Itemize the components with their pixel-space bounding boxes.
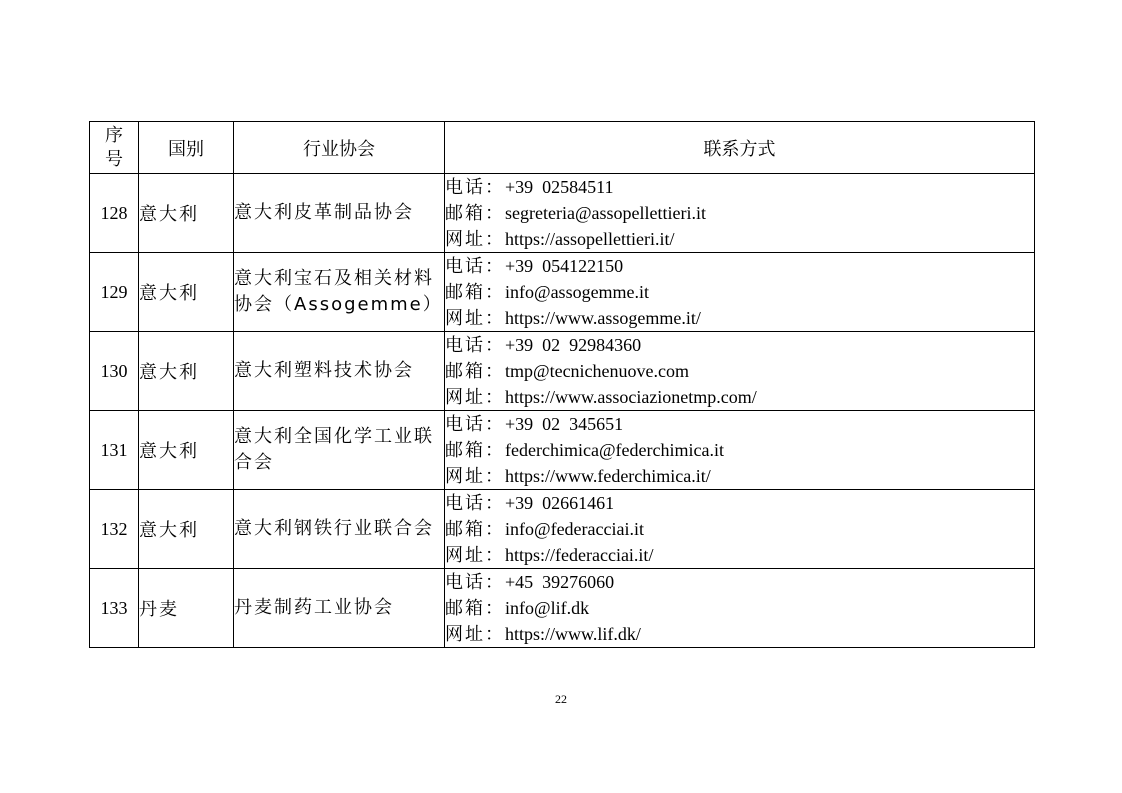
row-association: 意大利钢铁行业联合会 xyxy=(234,490,445,569)
header-contact: 联系方式 xyxy=(445,122,1035,174)
table-row xyxy=(90,411,1035,490)
email-line xyxy=(445,516,1034,542)
website-value[interactable]: https://www.lif.dk/ xyxy=(505,624,641,644)
phone-label: 电话： xyxy=(445,493,505,514)
table-row xyxy=(90,332,1035,411)
header-association: 行业协会 xyxy=(234,122,445,174)
website-line xyxy=(445,621,1034,647)
phone-label: 电话： xyxy=(445,177,505,198)
row-contact xyxy=(445,332,1035,411)
email-value[interactable]: tmp@tecnichenuove.com xyxy=(505,361,690,381)
row-country: 意大利 xyxy=(139,332,234,411)
website-line xyxy=(445,542,1034,568)
row-number: 133 xyxy=(90,569,139,648)
website-label: 网址： xyxy=(445,466,505,487)
phone-value: +39 02 92984360 xyxy=(505,335,642,355)
phone-value: +45 39276060 xyxy=(505,572,615,592)
email-label: 邮箱： xyxy=(445,440,505,461)
website-value[interactable]: https://www.associazionetmp.com/ xyxy=(505,387,757,407)
email-line xyxy=(445,279,1034,305)
table-header-row xyxy=(90,122,1035,174)
phone-line xyxy=(445,253,1034,279)
phone-line xyxy=(445,332,1034,358)
email-value[interactable]: info@lif.dk xyxy=(505,598,590,618)
phone-value: +39 02661461 xyxy=(505,493,615,513)
email-value[interactable]: segreteria@assopellettieri.it xyxy=(505,203,706,223)
phone-label: 电话： xyxy=(445,335,505,356)
website-value[interactable]: https://assopellettieri.it/ xyxy=(505,229,675,249)
row-country: 意大利 xyxy=(139,174,234,253)
phone-value: +39 02 345651 xyxy=(505,414,624,434)
table-row xyxy=(90,174,1035,253)
website-label: 网址： xyxy=(445,387,505,408)
website-label: 网址： xyxy=(445,545,505,566)
page-number: 22 xyxy=(555,692,567,706)
website-value[interactable]: https://www.federchimica.it/ xyxy=(505,466,711,486)
email-label: 邮箱： xyxy=(445,282,505,303)
phone-label: 电话： xyxy=(445,414,505,435)
email-value[interactable]: federchimica@federchimica.it xyxy=(505,440,724,460)
row-country: 意大利 xyxy=(139,490,234,569)
phone-line xyxy=(445,490,1034,516)
row-country: 丹麦 xyxy=(139,569,234,648)
table-row xyxy=(90,253,1035,332)
associations-table xyxy=(89,121,1035,648)
email-line xyxy=(445,595,1034,621)
row-number: 131 xyxy=(90,411,139,490)
header-no xyxy=(90,122,139,174)
website-line xyxy=(445,463,1034,489)
row-number: 128 xyxy=(90,174,139,253)
header-country: 国别 xyxy=(139,122,234,174)
website-label: 网址： xyxy=(445,308,505,329)
phone-line xyxy=(445,174,1034,200)
row-association: 意大利皮革制品协会 xyxy=(234,174,445,253)
row-contact xyxy=(445,569,1035,648)
website-line xyxy=(445,226,1034,252)
row-contact xyxy=(445,253,1035,332)
row-association: 意大利塑料技术协会 xyxy=(234,332,445,411)
email-value[interactable]: info@assogemme.it xyxy=(505,282,650,302)
email-label: 邮箱： xyxy=(445,361,505,382)
email-label: 邮箱： xyxy=(445,598,505,619)
email-label: 邮箱： xyxy=(445,519,505,540)
row-association: 意大利宝石及相关材料协会（Assogemme） xyxy=(234,253,445,332)
row-association: 意大利全国化学工业联合会 xyxy=(234,411,445,490)
table-row xyxy=(90,569,1035,648)
phone-value: +39 02584511 xyxy=(505,177,614,197)
phone-line xyxy=(445,411,1034,437)
email-label: 邮箱： xyxy=(445,203,505,224)
row-country: 意大利 xyxy=(139,411,234,490)
email-line xyxy=(445,437,1034,463)
email-value[interactable]: info@federacciai.it xyxy=(505,519,644,539)
row-contact xyxy=(445,490,1035,569)
website-line xyxy=(445,384,1034,410)
email-line xyxy=(445,358,1034,384)
website-value[interactable]: https://www.assogemme.it/ xyxy=(505,308,701,328)
row-number: 129 xyxy=(90,253,139,332)
phone-value: +39 054122150 xyxy=(505,256,624,276)
phone-label: 电话： xyxy=(445,572,505,593)
header-no-label: 序号 xyxy=(104,124,123,170)
phone-line xyxy=(445,569,1034,595)
website-label: 网址： xyxy=(445,624,505,645)
phone-label: 电话： xyxy=(445,256,505,277)
row-contact xyxy=(445,174,1035,253)
row-country: 意大利 xyxy=(139,253,234,332)
row-association: 丹麦制药工业协会 xyxy=(234,569,445,648)
row-number: 130 xyxy=(90,332,139,411)
email-line xyxy=(445,200,1034,226)
table-row xyxy=(90,490,1035,569)
website-line xyxy=(445,305,1034,331)
row-contact xyxy=(445,411,1035,490)
website-label: 网址： xyxy=(445,229,505,250)
row-number: 132 xyxy=(90,490,139,569)
website-value[interactable]: https://federacciai.it/ xyxy=(505,545,654,565)
